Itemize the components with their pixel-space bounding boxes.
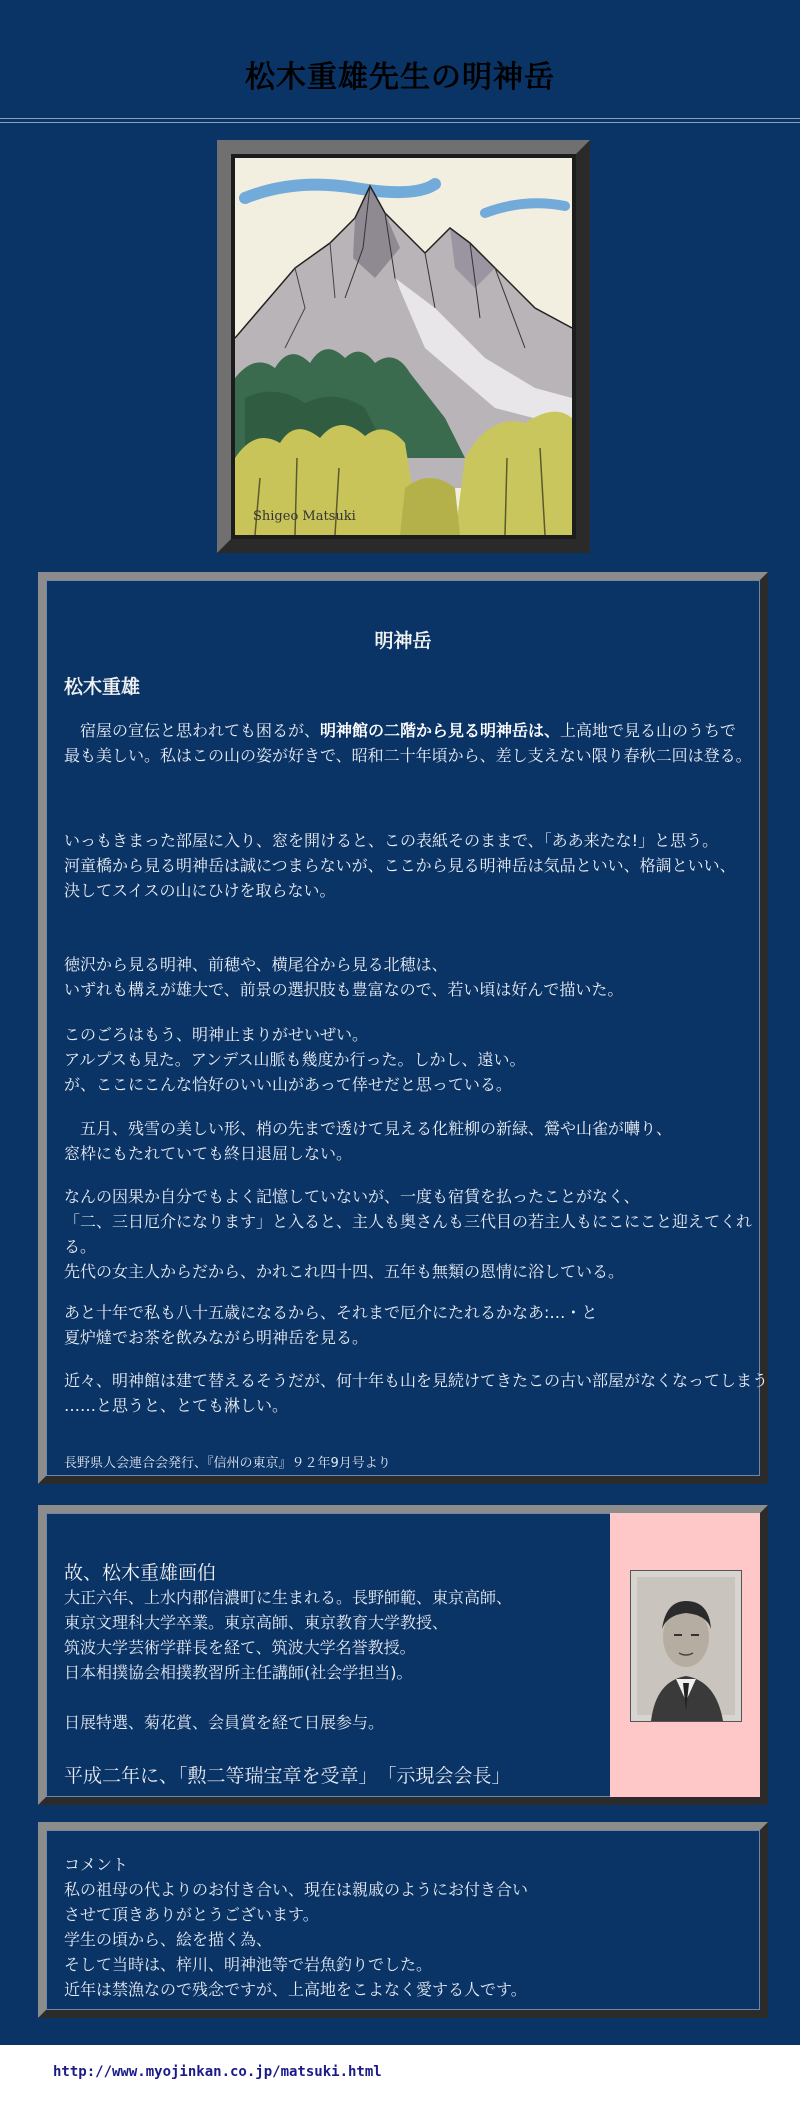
essay-p2-line: いっもきまった部屋に入り、窓を開けると、この表紙そのままで、「ああ来たな!」と思う。	[64, 831, 719, 850]
essay-p3-line: いずれも構えが雄大で、前景の選択肢も豊富なので、若い頃は好んで描いた。	[64, 980, 624, 999]
essay-p7-line: 夏炉燵でお茶を飲みながら明神岳を見る。	[64, 1328, 369, 1347]
page-url-link[interactable]: http://www.myojinkan.co.jp/matsuki.html	[53, 2064, 382, 2080]
portrait-photo	[630, 1570, 742, 1722]
comment-line: そして当時は、梓川、明神池等で岩魚釣りでした。	[64, 1955, 433, 1974]
essay-paragraph-3	[64, 952, 772, 1002]
essay-p4-line: このごろはもう、明神止まりがせいぜい。	[64, 1025, 369, 1044]
comment-line: させて頂きありがとうございます。	[64, 1905, 319, 1924]
essay-paragraph-6	[64, 1184, 772, 1284]
essay-p2-line: 決してスイスの山にひけを取らない。	[64, 881, 336, 900]
essay-p1-text: 宿屋の宣伝と思われても困るが、	[64, 721, 321, 740]
bio-award: 平成二年に、「勲二等瑞宝章を受章」 「示現会会長」	[64, 1765, 511, 1787]
portrait-image	[631, 1571, 741, 1721]
essay-p1-text-2: 上高地で見る山のうちで	[560, 721, 736, 740]
essay-p4-line: が、ここにこんな恰好のいい山があって倖せだと思っている。	[64, 1075, 512, 1094]
essay-p6-line: なんの因果か自分でもよく記憶していないが、一度も宿賃を払ったことがなく、	[64, 1187, 640, 1206]
header-divider	[0, 118, 800, 119]
bio-exhibition: 日展特選、菊花賞、会員賞を経て日展参与。	[64, 1713, 385, 1732]
essay-p5-line: 窓枠にもたれていても終日退屈しない。	[64, 1144, 353, 1163]
essay-paragraph-7	[64, 1300, 772, 1350]
bio-line: 東京文理科大学卒業。東京高師、東京教育大学教授、	[64, 1613, 449, 1632]
essay-p2-line: 河童橋から見る明神岳は誠につまらないが、ここから見る明神岳は気品といい、格調といい、	[64, 856, 736, 875]
comment-label: コメント	[64, 1855, 129, 1874]
essay-p1-bold: 明神館の二階から見る明神岳は、	[320, 721, 561, 740]
comment-line: 私の祖母の代よりのお付き合い、現在は親戚のようにお付き合い	[64, 1880, 529, 1899]
painting-frame	[217, 140, 590, 553]
essay-paragraph-5	[64, 1116, 772, 1166]
essay-p3-line: 徳沢から見る明神、前穂や、横尾谷から見る北穂は、	[64, 955, 448, 974]
bio-heading: 故、松木重雄画伯	[64, 1562, 217, 1584]
essay-p8-line: 近々、明神館は建て替えるそうだが、何十年も山を見続けてきたこの古い部屋がなくなってしまう	[64, 1371, 769, 1390]
bio-line: 筑波大学芸術学群長を経て、筑波大学名誉教授。	[64, 1638, 416, 1657]
bio-line: 大正六年、上水内郡信濃町に生まれる。長野師範、東京高師、	[64, 1588, 513, 1607]
essay-paragraph-1	[64, 718, 772, 768]
comment-line: 近年は禁漁なので残念ですが、上高地をこよなく愛する人です。	[64, 1980, 527, 1999]
bio-spacer	[64, 1685, 604, 1710]
bio-text	[64, 1585, 604, 1735]
bio-line: 日本相撲協会相撲教習所主任講師(社会学担当)。	[64, 1663, 413, 1682]
mountain-painting	[235, 158, 572, 535]
page-title: 松木重雄先生の明神岳	[245, 60, 555, 95]
comment-line: 学生の頃から、絵を描く為、	[64, 1930, 273, 1949]
essay-p7-line: あと十年で私も八十五歳になるから、それまで厄介にたれるかなあ:…・と	[64, 1303, 598, 1322]
bio-panel	[38, 1505, 768, 1805]
essay-p1-line-2: 最も美しい。私はこの山の姿が好きで、昭和二十年頃から、差し支えない限り春秋二回は登る。	[64, 746, 752, 765]
comment-block	[64, 1852, 528, 2002]
essay-p4-line: アルプスも見た。アンデス山脈も幾度か行った。しかし、遠い。	[64, 1050, 526, 1069]
painting-signature: Shigeo Matsuki	[253, 509, 356, 524]
portrait-cell	[610, 1513, 760, 1797]
essay-p8-line: ……と思うと、とても淋しい。	[64, 1396, 289, 1415]
essay-paragraph-8	[64, 1368, 772, 1418]
essay-p5-line: 五月、残雪の美しい形、梢の先まで透けて見える化粧柳の新緑、鶯や山雀が囀り、	[64, 1119, 673, 1138]
essay-p6-line: 先代の女主人からだから、かれこれ四十四、五年も無類の恩情に浴している。	[64, 1262, 625, 1281]
essay-paragraph-2	[64, 828, 772, 903]
essay-author: 松木重雄	[64, 676, 141, 698]
essay-source: 長野県人会連合会発行、『信州の東京』９２年9月号より	[64, 1456, 391, 1471]
comment-panel	[38, 1822, 768, 2018]
header-divider-2	[0, 122, 800, 123]
essay-paragraph-4	[64, 1022, 772, 1097]
essay-panel	[38, 572, 768, 1484]
essay-p6-line: 「二、三日厄介になります」と入ると、主人も奥さんも三代目の若主人もにこにこと迎えてくれる。	[64, 1212, 753, 1256]
essay-title: 明神岳	[374, 630, 432, 652]
